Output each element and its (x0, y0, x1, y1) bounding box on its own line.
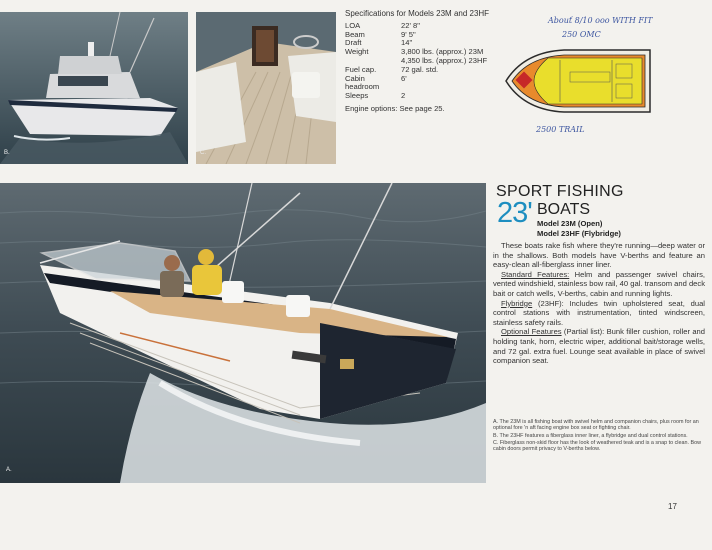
photo-label-b: B. (4, 150, 10, 156)
handwritten-note-price: Abouť 8/10 ooo WITH FIT (548, 16, 653, 25)
sport-fishing-boat-image (0, 183, 486, 483)
spec-value: 9' 5" (401, 29, 416, 39)
spec-value: 22' 8" (401, 20, 420, 30)
floor-plan-diagram (504, 46, 654, 116)
feature-description (493, 241, 705, 366)
engine-options-note: Engine options: See page 25. (345, 103, 445, 113)
standard-features-text: Helm and passenger swivel chairs, vented windshield, stainless bow rail, 40 gal. transom and deck bait or catch wells, V-berths, cabin and running lights. (493, 269, 705, 298)
spec-row-headroom (345, 75, 485, 93)
spec-label: LOA (345, 20, 361, 30)
photo-label-c: C. (200, 150, 206, 156)
spec-value: 3,800 lbs. (approx.) 23M (401, 47, 484, 57)
spec-label: Draft (345, 38, 362, 48)
heading-size: 23' (497, 197, 532, 229)
intro-paragraph: These boats rake fish where they're running—deep water or in the shallows. Both models have V-berths and feature an easy-clean all-fiberglass inner liner. (493, 241, 705, 270)
heading-sport-fishing: SPORT FISHING (496, 183, 624, 200)
flybridge-boat-image (0, 12, 188, 164)
optional-features-paragraph (493, 327, 705, 365)
handwritten-note-trailer: 2500 TRAIL (536, 125, 585, 134)
model-23m: Model 23M (Open) (537, 219, 603, 228)
spec-row-sleeps (345, 92, 485, 101)
optional-features-label: Optional Features (501, 327, 562, 337)
flybridge-paragraph (493, 299, 705, 328)
optional-features-text: (Partial list): Bunk filler cushion, roller and holding tank, horn, electric wiper, additional bait/storage wells, and 72 gal. extra fuel. Lounge seat available in place of swivel companion seat. (493, 327, 705, 366)
spec-label: Weight (345, 47, 369, 57)
page-number: 17 (668, 502, 677, 511)
cockpit-floor-image (196, 12, 336, 164)
spec-value: 2 (401, 91, 406, 101)
spec-value: 6' (401, 73, 407, 83)
caption-b: B. The 23HF features a fiberglass inner liner, a flybridge and dual control stations. (493, 432, 688, 439)
spec-label: Beam (345, 29, 365, 39)
photo-label-a: A. (6, 467, 12, 473)
standard-features-label: Standard Features: (501, 269, 570, 279)
photo-cockpit-floor (196, 12, 336, 164)
spec-value: 14" (401, 38, 413, 48)
caption-a: A. The 23M is all fishing boat with swivel helm and companion chairs, plus room for an optional fore 'n aft facing engine box seat or fighting chair. (493, 419, 699, 432)
spec-value: 72 gal. std. (401, 64, 439, 74)
flybridge-label: Flybridge (501, 298, 533, 308)
spec-label: Cabin headroom (345, 73, 380, 92)
handwritten-note-engine: 250 OMC (562, 30, 601, 39)
standard-features-paragraph (493, 270, 705, 299)
spec-label: Sleeps (345, 91, 369, 101)
spec-label: Fuel cap. (345, 64, 377, 74)
spec-row-fuel (345, 66, 485, 75)
deck-floor-plan (504, 46, 654, 120)
photo-sport-fishing-boat (0, 183, 486, 483)
model-23hf: Model 23HF (Flybridge) (537, 229, 621, 238)
caption-c: C. Fiberglass non-skid floor has the look of weathered teak and is a snap to clean. Bow cabin doors permit privacy to V-berths below. (493, 439, 701, 453)
photo-captions (493, 419, 705, 453)
heading-boats: BOATS (537, 201, 591, 218)
spec-value: 4,350 lbs. (approx.) 23HF (401, 55, 488, 65)
heading-block (484, 183, 709, 238)
flybridge-text: (23HF): Includes twin upholstered seat, dual control stations with instrumentation, tinted windscreen, stainless safety rails. (493, 298, 705, 327)
photo-flybridge-boat (0, 12, 188, 164)
spec-row-beam (345, 31, 485, 40)
specifications-block (345, 9, 490, 114)
specifications-title: Specifications for Models 23M and 23HF (345, 9, 490, 18)
